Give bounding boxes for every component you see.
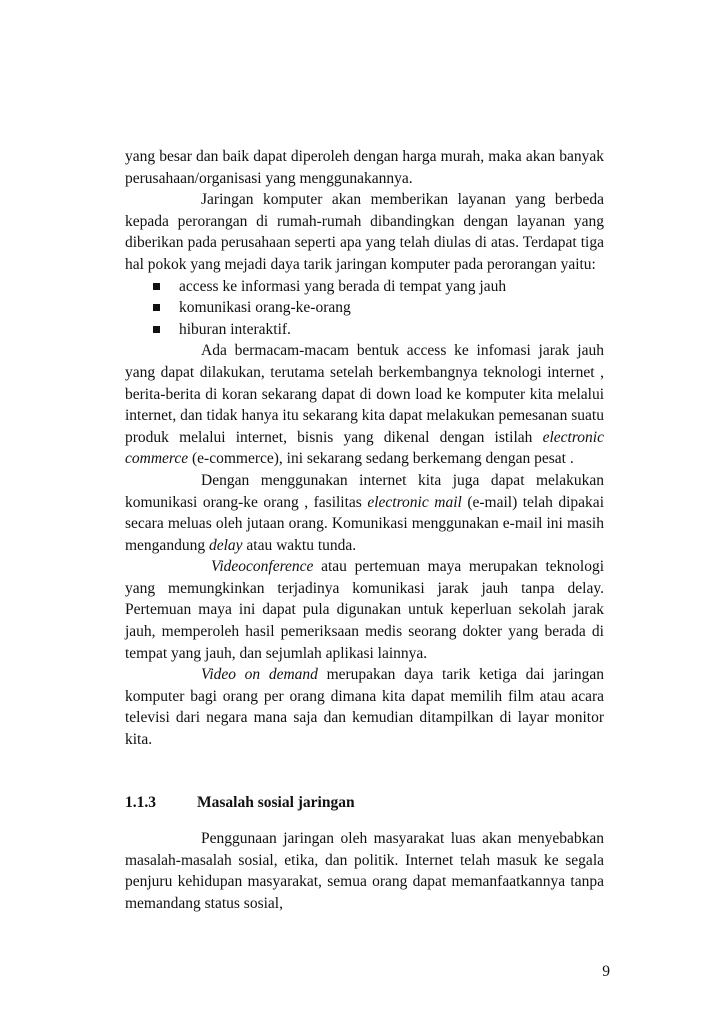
page-number: 9 <box>602 963 610 980</box>
term-electronic-commerce: electronic commerce <box>125 428 604 468</box>
paragraph-personal-services: Jaringan komputer akan memberikan layanan yang berbeda kepada perorangan di rumah-rumah dibandingkan dengan layanan yang diberikan pada perusahaan seperti apa yang telah diulas di atas. Terdapat tiga hal pokok yang mejadi daya tarik jaringan komputer pada perorangan yaitu: <box>125 191 604 273</box>
paragraph-intro: yang besar dan baik dapat diperoleh dengan harga murah, maka akan banyak perusahaan/organisasi yang menggunakannya. <box>125 148 604 187</box>
square-bullet-icon <box>153 326 160 333</box>
paragraph-videoconference: Videoconference atau pertemuan maya merupakan teknologi yang memungkinkan terjadinya komunikasi jarak jauh tanpa delay. Pertemuan maya ini dapat pula digunakan untuk keperluan sekolah jarak jauh, memperoleh hasil pemeriksaan medis seorang dokter yang berada di tempat yang jauh, dan sejumlah aplikasi lainnya. <box>125 558 604 662</box>
square-bullet-icon <box>153 283 160 290</box>
list-item: access ke informasi yang berada di tempat yang jauh <box>125 276 604 298</box>
term-electronic-mail: electronic mail <box>367 493 462 511</box>
list-item: komunikasi orang-ke-orang <box>125 297 604 319</box>
term-delay: delay <box>208 536 243 554</box>
paragraph-social-issues: Penggunaan jaringan oleh masyarakat luas akan menyebabkan masalah-masalah sosial, etika, dan politik. Internet telah masuk ke segala penjuru kehidupan masyarakat, semua orang dapat memanfaatkannya tanpa memandang status sosial, <box>125 830 604 912</box>
term-video-on-demand: Video on demand <box>201 666 318 684</box>
square-bullet-icon <box>153 304 160 311</box>
page-body <box>125 146 604 915</box>
term-videoconference: Videoconference <box>211 558 314 576</box>
paragraph-remote-access: Ada bermacam-macam bentuk access ke infomasi jarak jauh yang dapat dilakukan, terutama setelah berkembangnya teknologi internet , berita-berita di koran sekarang dapat di down load ke komputer kita melalui internet, dan tidak hanya itu sekarang kita dapat melakukan pemesanan suatu produk melalui internet, bisnis yang dikenal dengan istilah electronic commerce (e-commerce), ini sekarang sedang berkemang dengan pesat . <box>125 342 604 468</box>
bullet-list <box>125 276 604 341</box>
list-item: hiburan interaktif. <box>125 319 604 341</box>
paragraph-video-on-demand: Video on demand merupakan daya tarik ketiga dai jaringan komputer bagi orang per orang dimana kita dapat memilih film atau acara televisi dari negara mana saja dan kemudian ditampilkan di layar monitor kita. <box>125 666 604 749</box>
section-number: 1.1.3 <box>125 793 156 811</box>
section-title: Masalah sosial jaringan <box>197 793 355 811</box>
paragraph-person-to-person: Dengan menggunakan internet kita juga dapat melakukan komunikasi orang-ke orang , fasilitas electronic mail (e-mail) telah dipakai secara meluas oleh jutaan orang. Komunikasi menggunakan e-mail ini masih mengandung delay atau waktu tunda. <box>125 471 604 554</box>
section-heading <box>125 792 604 814</box>
